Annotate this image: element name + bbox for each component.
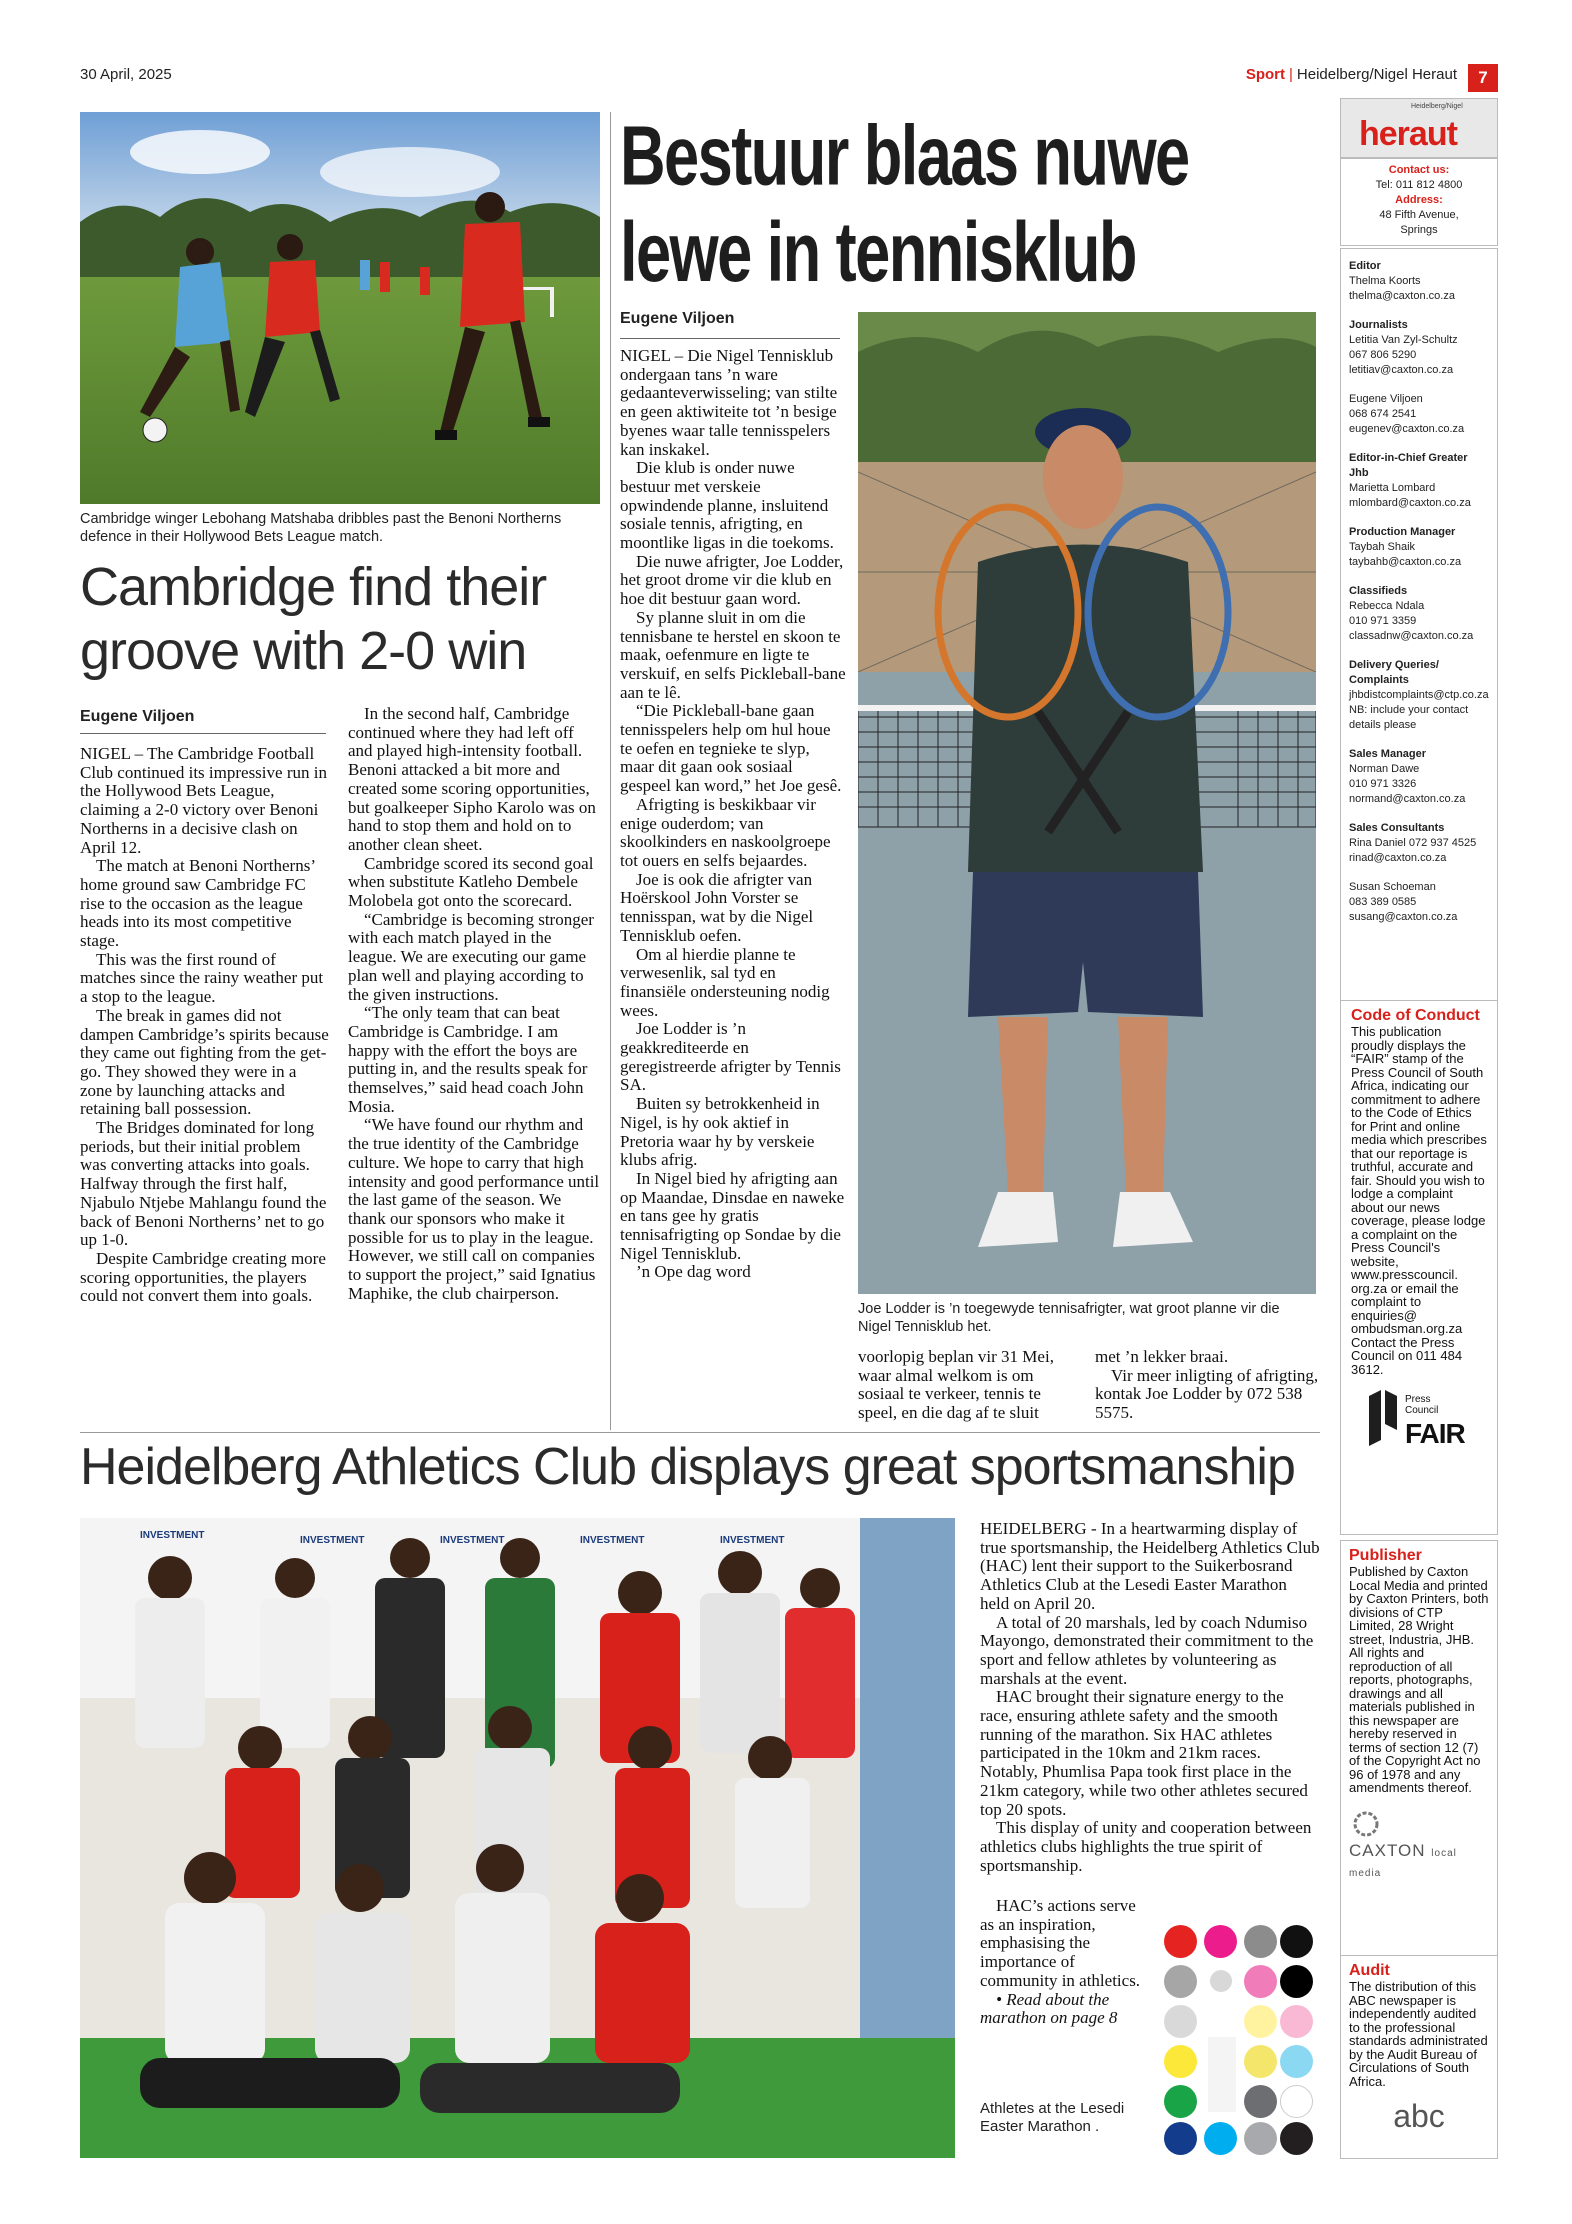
staff-line: Eugene Viljoen <box>1349 393 1423 405</box>
tennis-photo-caption: Joe Lodder is ’n toegewyde tennisafrigter, wat groot planne vir die Nigel Tennisklub het. <box>858 1301 1280 1335</box>
paragraph: NIGEL – Die Nigel Tennisklub ondergaan tans ’n ware gedaanteverwisseling; van stilte en geen aktiwiteite tot ’n besige byenes waar talle tennisspelers kan inskakel. <box>620 346 838 459</box>
paragraph: In the second half, Cambridge continued where they had left off and played high-intensity football. Benoni attacked a bit more and created some scoring opportunities, but goalkeeper Sipho Karolo was on hand to stop them and hold on to another clean sheet. <box>348 704 596 854</box>
swatch <box>1164 2085 1197 2118</box>
caxton-wordmark <box>1349 1841 1489 1881</box>
caxton-sub: local media <box>1349 1847 1457 1879</box>
staff-line: thelma@caxton.co.za <box>1349 290 1455 302</box>
swatch <box>1164 1965 1197 1998</box>
swatch <box>1204 2122 1237 2155</box>
paragraph: Die nuwe afrigter, Joe Lodder, het groot drome vir die klub en hoe dit bestuur gaan word. <box>620 551 844 609</box>
staff-line: 083 389 0585 <box>1349 896 1417 908</box>
paragraph: Sy planne sluit in om die tennisbane te herstel en skoon te maak, oefenmure en ligte te verskuif, en selfs Pickleball-bane aan te lê. <box>620 607 846 702</box>
code-of-conduct-title: Code of Conduct <box>1351 1007 1480 1024</box>
football-column-2 <box>348 705 600 1304</box>
tennis-column-1 <box>620 347 846 1282</box>
paragraph: Despite Cambridge creating more scoring opportunities, the players could not convert them into goals. <box>80 1248 326 1306</box>
code-of-conduct-text: This publication proudly displays the “FAIR” stamp of the Press Council of South Africa, indicating our commitment to adhere to the Code of Ethics for Print and online media which prescribes that our reportage is truthful, accurate and fair. Should you wish to lodge a complaint about our news coverage, please lodge a complaint on the Press Council's website, www.presscouncil. org.za or email the complaint to enquiries@ ombudsman.org.za Contact the Press Council on 011 484 3612. <box>1351 1024 1487 1377</box>
staff-line: mlombard@caxton.co.za <box>1349 497 1471 509</box>
paragraph: HEIDELBERG - In a heartwarming display of true sportsmanship, the Heidelberg Athletics Club (HAC) lent their support to the Suikerbosrand Athletics Club at the Lesedi Easter Marathon held on April 20. <box>980 1519 1320 1613</box>
publisher-title: Publisher <box>1349 1547 1422 1564</box>
paragraph: “The only team that can beat Cambridge is Cambridge. I am happy with the effort the boys are putting in, and the results speak for themselves,” said head coach John Mosia. <box>348 1003 588 1116</box>
football-headline-line-2: groove with 2-0 win <box>80 621 527 681</box>
swatch <box>1164 2045 1197 2078</box>
svg-text:INVESTMENT: INVESTMENT <box>140 1530 205 1541</box>
tennis-column-2 <box>858 1348 1078 1423</box>
paragraph: “Cambridge is becoming stronger with each match played in the league. We are executing our game plan well and playing according to the given instructions. <box>348 909 594 1004</box>
paragraph: ’n Ope dag word <box>636 1262 751 1282</box>
football-headline <box>80 555 600 683</box>
address-line-2: Springs <box>1400 224 1438 236</box>
paragraph: The Bridges dominated for long periods, but their initial problem was converting attacks into goals. Halfway through the first half, Njabulo Ntjebe Mahlangu found the back of Benoni Northerns’ net to go up 1-0. <box>80 1118 327 1250</box>
read-more-link[interactable]: • Read about the marathon on page 8 <box>980 1989 1118 2028</box>
staff-line: Susan Schoeman <box>1349 881 1436 893</box>
swatch <box>1244 1965 1277 1998</box>
paragraph: NIGEL – The Cambridge Football Club continued its impressive run in the Hollywood Bets League, claiming a 2-0 victory over Benoni Northerns in a decisive clash on April 12. <box>80 744 327 857</box>
registration-mark <box>1210 1970 1232 1992</box>
swatch <box>1280 2005 1313 2038</box>
staff-line: jhbdistcomplaints@ctp.co.za <box>1349 689 1489 701</box>
print-color-bar <box>1164 1925 1314 2155</box>
paragraph: Cambridge scored its second goal when substitute Katleho Dembele Molobela got onto the scorecard. <box>348 853 594 911</box>
staff-line: classadnw@caxton.co.za <box>1349 630 1474 642</box>
staff-line: taybahb@caxton.co.za <box>1349 556 1462 568</box>
paragraph: The break in games did not dampen Cambridge’s spirits because they came out fighting from the get-go. They showed they were in a zone by launching attacks and retaining ball possession. <box>80 1005 329 1119</box>
paragraph: Joe Lodder is ’n geakkrediteerde en geregistreerde afrigter by Tennis SA. <box>620 1019 841 1095</box>
swatch <box>1244 1925 1277 1958</box>
staff-label: Sales Consultants <box>1349 822 1445 834</box>
tennis-headline-line-1: Bestuur blaas nuwe <box>620 109 1189 203</box>
staff-line: 068 674 2541 <box>1349 408 1417 420</box>
svg-text:INVESTMENT: INVESTMENT <box>300 1535 365 1546</box>
paragraph: HAC brought their signature energy to the race, ensuring athlete safety and the smooth running of the marathon. Six HAC athletes participated in the 10km and 21km races. Notably, Phumlisa Papa took first place in the 21km category, while two other athletes secured top 20 spots. <box>980 1687 1308 1819</box>
staff-line: 067 806 5290 <box>1349 349 1417 361</box>
staff-line: 010 971 3326 <box>1349 778 1417 790</box>
swatch <box>1244 2085 1277 2118</box>
swatch <box>1204 1925 1237 1958</box>
page-number: 7 <box>1468 64 1498 92</box>
section-divider <box>80 1432 1320 1433</box>
paragraph: Om al hierdie planne te verwesenlik, sal tyd en finansiële ondersteuning nodig wees. <box>620 944 830 1020</box>
staff-label: Editor-in-Chief Greater Jhb <box>1349 452 1468 479</box>
staff-line: rinad@caxton.co.za <box>1349 852 1447 864</box>
caxton-logo <box>1349 1811 1489 1881</box>
swatch <box>1280 1965 1313 1998</box>
tennis-byline-rule <box>620 338 840 339</box>
staff-line: Rebecca Ndala <box>1349 600 1425 612</box>
paragraph: Afrigting is beskikbaar vir enige ouderdom; van skoolkinders en naskoolgroepe tot ouers en selfs bejaardes. <box>620 794 831 870</box>
staff-label: Sales Manager <box>1349 748 1427 760</box>
press-council-fair-logo <box>1351 1386 1487 1456</box>
paragraph: “Die Pickleball-bane gaan tennisspelers help om hul houe te oefen en tegnieke te slyp, maar dit gaan ook sosiaal gespeel kan word,” het Joe gesê. <box>620 701 842 796</box>
paragraph: Buiten sy betrokkenheid in Nigel, is hy ook aktief in Pretoria waar hy by verskeie klubs afrig. <box>620 1094 820 1170</box>
swatch <box>1280 2122 1313 2155</box>
staff-line: Letitia Van Zyl-Schultz <box>1349 334 1458 346</box>
publisher-text: Published by Caxton Local Media and printed by Caxton Printers, both divisions of CTP Limited, 28 Wright street, Industria, JHB. All rights and reproduction of all reports, photographs, drawings and all materials published in this newspaper are hereby reserved in terms of section 12 (7) of the Copyright Act no 96 of 1978 and any amendments thereof. <box>1349 1564 1489 1795</box>
wan-ifra-badge <box>1208 2037 1236 2112</box>
section-name: Sport <box>1245 66 1285 83</box>
swatch <box>1164 2122 1197 2155</box>
football-byline: Eugene Viljoen <box>80 708 195 725</box>
tennis-column-3 <box>1095 1348 1320 1423</box>
swatch <box>1164 1925 1197 1958</box>
staff-line: normand@caxton.co.za <box>1349 793 1466 805</box>
contact-label: Contact us: <box>1388 164 1450 176</box>
fair-label: FAIR <box>1405 1418 1465 1449</box>
athletics-body-narrow <box>980 1897 1145 2028</box>
running-head <box>1246 66 1457 83</box>
staff-label: Production Manager <box>1349 526 1456 538</box>
staff-line: letitiav@caxton.co.za <box>1349 364 1454 376</box>
staff-label: Journalists <box>1349 319 1408 331</box>
paragraph: voorlopig beplan vir 31 Mei, waar almal welkom is om sosiaal te verkeer, tennis te speel, en die dag af te sluit <box>858 1347 1054 1423</box>
contact-box <box>1340 158 1498 246</box>
staff-line: eugenev@caxton.co.za <box>1349 423 1465 435</box>
staff-label: Delivery Queries/ Complaints <box>1349 659 1439 686</box>
football-photo <box>80 112 600 504</box>
swatch <box>1244 2045 1277 2078</box>
football-column-1 <box>80 745 330 1306</box>
tennis-photo <box>858 312 1316 1294</box>
tennis-headline <box>620 108 1331 301</box>
column-divider <box>610 112 611 1430</box>
publication-name: Heidelberg/Nigel Heraut <box>1296 66 1457 83</box>
svg-text:INVESTMENT: INVESTMENT <box>580 1535 645 1546</box>
audit-text: The distribution of this ABC newspaper is independently audited to the professional standards administrated by the Audit Bureau of Circulations of South Africa. <box>1349 1979 1488 2089</box>
paragraph: Vir meer inligting of afrigting, kontak Joe Lodder by 072 538 5575. <box>1095 1365 1319 1423</box>
athletics-photo-caption: Athletes at the Lesedi Easter Marathon . <box>980 2100 1125 2135</box>
staff-line: Thelma Koorts <box>1349 275 1421 287</box>
svg-text:INVESTMENT: INVESTMENT <box>720 1535 785 1546</box>
logo-box <box>1340 98 1498 158</box>
swatch <box>1164 2005 1197 2038</box>
logo-subtitle: Heidelberg/Nigel <box>1411 103 1463 110</box>
staff-label: Editor <box>1349 260 1381 272</box>
staff-line: Taybah Shaik <box>1349 541 1416 553</box>
paragraph: This was the first round of matches since the rainy weather put a stop to the league. <box>80 949 324 1007</box>
tennis-headline-line-2: lewe in tennisklub <box>620 205 1136 300</box>
address-label: Address: <box>1395 194 1443 206</box>
press-council-label: Press Council <box>1405 1394 1439 1416</box>
caxton-emblem-icon <box>1351 1811 1381 1837</box>
paragraph: The match at Benoni Northerns’ home ground saw Cambridge FC rise to the occasion as the league heads into its most competitive stage. <box>80 856 315 951</box>
staff-line: Norman Dawe <box>1349 763 1420 775</box>
paragraph: A total of 20 marshals, led by coach Ndumiso Mayongo, demonstrated their commitment to the sport and fellow athletes by volunteering as marshals at the event. <box>980 1612 1314 1688</box>
swatch <box>1280 2045 1313 2078</box>
athletics-body <box>980 1520 1320 1875</box>
masthead-sidebar <box>1340 98 1498 2158</box>
swatch <box>1244 2122 1277 2155</box>
staff-line: Rina Daniel 072 937 4525 <box>1349 837 1477 849</box>
paragraph: Die klub is onder nuwe bestuur met verskeie opwindende planne, insluitend sosiale tennis, afrigting, en moontlike ligas in die toekoms. <box>620 458 834 553</box>
publisher-box <box>1340 1540 1498 1960</box>
paragraph: In Nigel bied hy afrigting aan op Maandae, Dinsdae en naweke en tans gee hy gratis tennisafrigting op Sondae by die Nigel Tennisklub. <box>620 1168 845 1263</box>
paragraph: HAC’s actions serve as an inspiration, emphasising the importance of community in athletics. <box>980 1896 1141 1990</box>
paragraph: “We have found our rhythm and the true identity of the Cambridge culture. We hope to carry that high intensity and good performance until the last game of the season. We thank our sponsors who make it possible for us to play in the league. However, we still call on companies to support the project,” said Ignatius Maphike, the club chairperson. <box>348 1115 600 1303</box>
paragraph: This display of unity and cooperation between athletics clubs highlights the true spirit of sportsmanship. <box>980 1818 1312 1875</box>
contact-tel: Tel: 011 812 4800 <box>1375 179 1463 191</box>
athletics-headline: Heidelberg Athletics Club displays great sportsmanship <box>80 1438 1295 1496</box>
heraut-logo: heraut <box>1359 115 1457 153</box>
swatch <box>1280 2085 1313 2118</box>
code-of-conduct-box <box>1340 1000 1498 1535</box>
issue-date: 30 April, 2025 <box>80 66 172 83</box>
svg-text:INVESTMENT: INVESTMENT <box>440 1535 505 1546</box>
audit-box <box>1340 1955 1498 2159</box>
fair-stamp-icon <box>1365 1388 1399 1448</box>
paragraph: met ’n lekker braai. <box>1095 1347 1229 1366</box>
staff-label: Classifieds <box>1349 585 1408 597</box>
swatch <box>1244 2005 1277 2038</box>
athletics-photo <box>80 1518 955 2158</box>
paragraph: Joe is ook die afrigter van Hoërskool John Vorster se tennisspan, wat by die Nigel Tennisklub oefen. <box>620 869 814 945</box>
running-head-separator: | <box>1289 66 1293 83</box>
audit-title: Audit <box>1349 1962 1390 1979</box>
abc-logo: abc <box>1393 2098 1445 2134</box>
football-headline-line-1: Cambridge find their <box>80 557 547 617</box>
staff-line: Marietta Lombard <box>1349 482 1436 494</box>
staff-line: 010 971 3359 <box>1349 615 1417 627</box>
swatch <box>1280 1925 1313 1958</box>
caxton-name: CAXTON <box>1349 1840 1426 1860</box>
football-photo-caption: Cambridge winger Lebohang Matshaba dribbles past the Benoni Northerns defence in their Hollywood Bets League match. <box>80 511 562 545</box>
address-line-1: 48 Fifth Avenue, <box>1379 209 1459 221</box>
staff-box <box>1340 248 1498 1008</box>
staff-line: NB: include your contact details please <box>1349 704 1469 731</box>
tennis-byline: Eugene Viljoen <box>620 310 735 327</box>
staff-line: susang@caxton.co.za <box>1349 911 1458 923</box>
football-byline-rule <box>80 733 326 734</box>
